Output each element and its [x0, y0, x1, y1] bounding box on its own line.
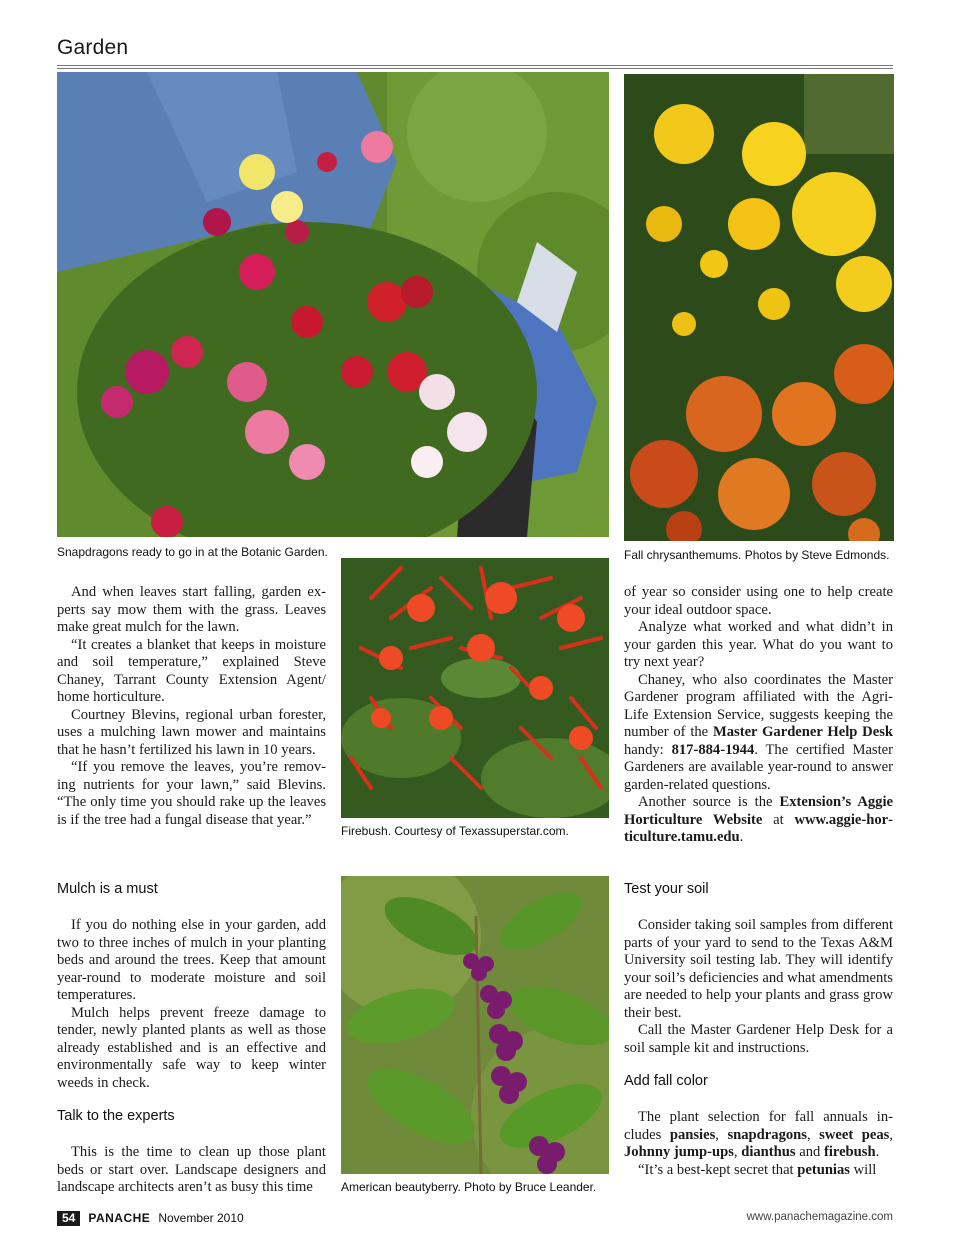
- paragraph: of year so consider using one to help create your ideal outdoor space.: [624, 584, 893, 618]
- paragraph: Courtney Blevins, regional urban forester, uses a mulching lawn mower and maintains that he hasn’t fertilized his lawn in 10 years.: [57, 706, 326, 758]
- header-rule: [57, 65, 893, 66]
- column-3-color: [624, 1109, 893, 1179]
- paragraph: “If you remove the leaves, you’re removing nutrients for your lawn,” said Blevins. “The only time you should rake up the leaves is if the tree had a fungal disease that year.”: [57, 759, 326, 828]
- paragraph: If you do nothing else in your garden, add two to three inches of mulch in your planting beds and around the trees. Keep that amount year-round to moderate moisture and soil temperatures.: [57, 917, 326, 1003]
- subheading-experts: Talk to the experts: [57, 1108, 175, 1124]
- firebush-photo: [341, 558, 609, 818]
- issue-date: November 2010: [158, 1211, 244, 1225]
- paragraph: Analyze what worked and what didn’t in your garden this year. What do you want to try next year?: [624, 619, 893, 670]
- subheading-soil: Test your soil: [624, 881, 709, 897]
- beautyberry-caption: American beautyberry. Photo by Bruce Leander.: [341, 1180, 597, 1194]
- website-name: Extension’s Aggie Horticulture Website: [624, 794, 893, 828]
- paragraph: And when leaves start falling, garden experts say mow them with the grass. Leaves make great mulch for the lawn.: [57, 584, 326, 635]
- page-number: 54: [57, 1211, 80, 1226]
- paragraph: “It creates a blanket that keeps in moisture and soil temperature,” explained Steve Chaney, Tarrant County Extension Agent/ home horticulture.: [57, 636, 326, 705]
- paragraph: “It’s a best-kept secret that petunias will: [638, 1161, 877, 1178]
- column-1-mulch: [57, 917, 326, 1092]
- help-desk-phone[interactable]: 817-884-1944: [671, 741, 755, 758]
- snapdragons-caption: Snapdragons ready to go in at the Botanic Garden.: [57, 545, 328, 559]
- paragraph: Consider taking soil samples from different parts of your yard to send to the Texas A&M University soil testing lab. They will identify your soil’s deficiencies and what amendments are needed to help your plants and grass grow their best.: [624, 917, 893, 1021]
- footer-website[interactable]: www.panachemagazine.com: [746, 1211, 893, 1223]
- snapdragons-photo: [57, 72, 609, 537]
- paragraph: Chaney, who also coordinates the Master Gardener program affiliated with the Agri-Life Extension Service, suggests keeping the number of the Master Gardener Help Desk handy: 817-884-1944. The certified Master Gardeners are available year-round to answer garden-related questions.: [624, 671, 893, 793]
- paragraph: Mulch helps prevent freeze damage to tender, newly planted plants as well as those already established and is an effective and environmentally safe way to keep winter weeds in check.: [57, 1004, 326, 1091]
- paragraph: Call the Master Gardener Help Desk for a soil sample kit and instructions.: [624, 1022, 893, 1056]
- column-1-top: [57, 584, 326, 829]
- subheading-mulch: Mulch is a must: [57, 881, 158, 897]
- website-url-link[interactable]: www.aggie-horticulture.tamu.edu: [624, 811, 893, 845]
- column-1-experts: [57, 1144, 326, 1197]
- chrysanthemums-caption: Fall chrysanthemums. Photos by Steve Edmonds.: [624, 548, 890, 562]
- beautyberry-photo: [341, 876, 609, 1174]
- subheading-fall-color: Add fall color: [624, 1073, 708, 1089]
- chrysanthemums-photo: [624, 74, 894, 541]
- help-desk-name: Master Gardener Help Desk: [712, 724, 893, 740]
- firebush-caption: Firebush. Courtesy of Texassuperstar.com.: [341, 824, 569, 838]
- magazine-name: PANACHE: [88, 1211, 151, 1225]
- paragraph: This is the time to clean up those plant beds or start over. Landscape designers and landscape architects aren’t as busy this time: [57, 1144, 326, 1195]
- column-3-soil: [624, 917, 893, 1057]
- paragraph: Another source is the Extension’s Aggie Horticulture Website at www.aggie-horticulture.tamu.edu.: [624, 794, 893, 845]
- header-rule-secondary: [57, 68, 893, 69]
- section-title: Garden: [57, 36, 129, 59]
- paragraph: The plant selection for fall annuals includes pansies, snapdragons, sweet peas, Johnny jump-ups, dianthus and firebush.: [624, 1109, 893, 1160]
- column-3-top: [624, 584, 893, 847]
- footer-left: [57, 1210, 244, 1226]
